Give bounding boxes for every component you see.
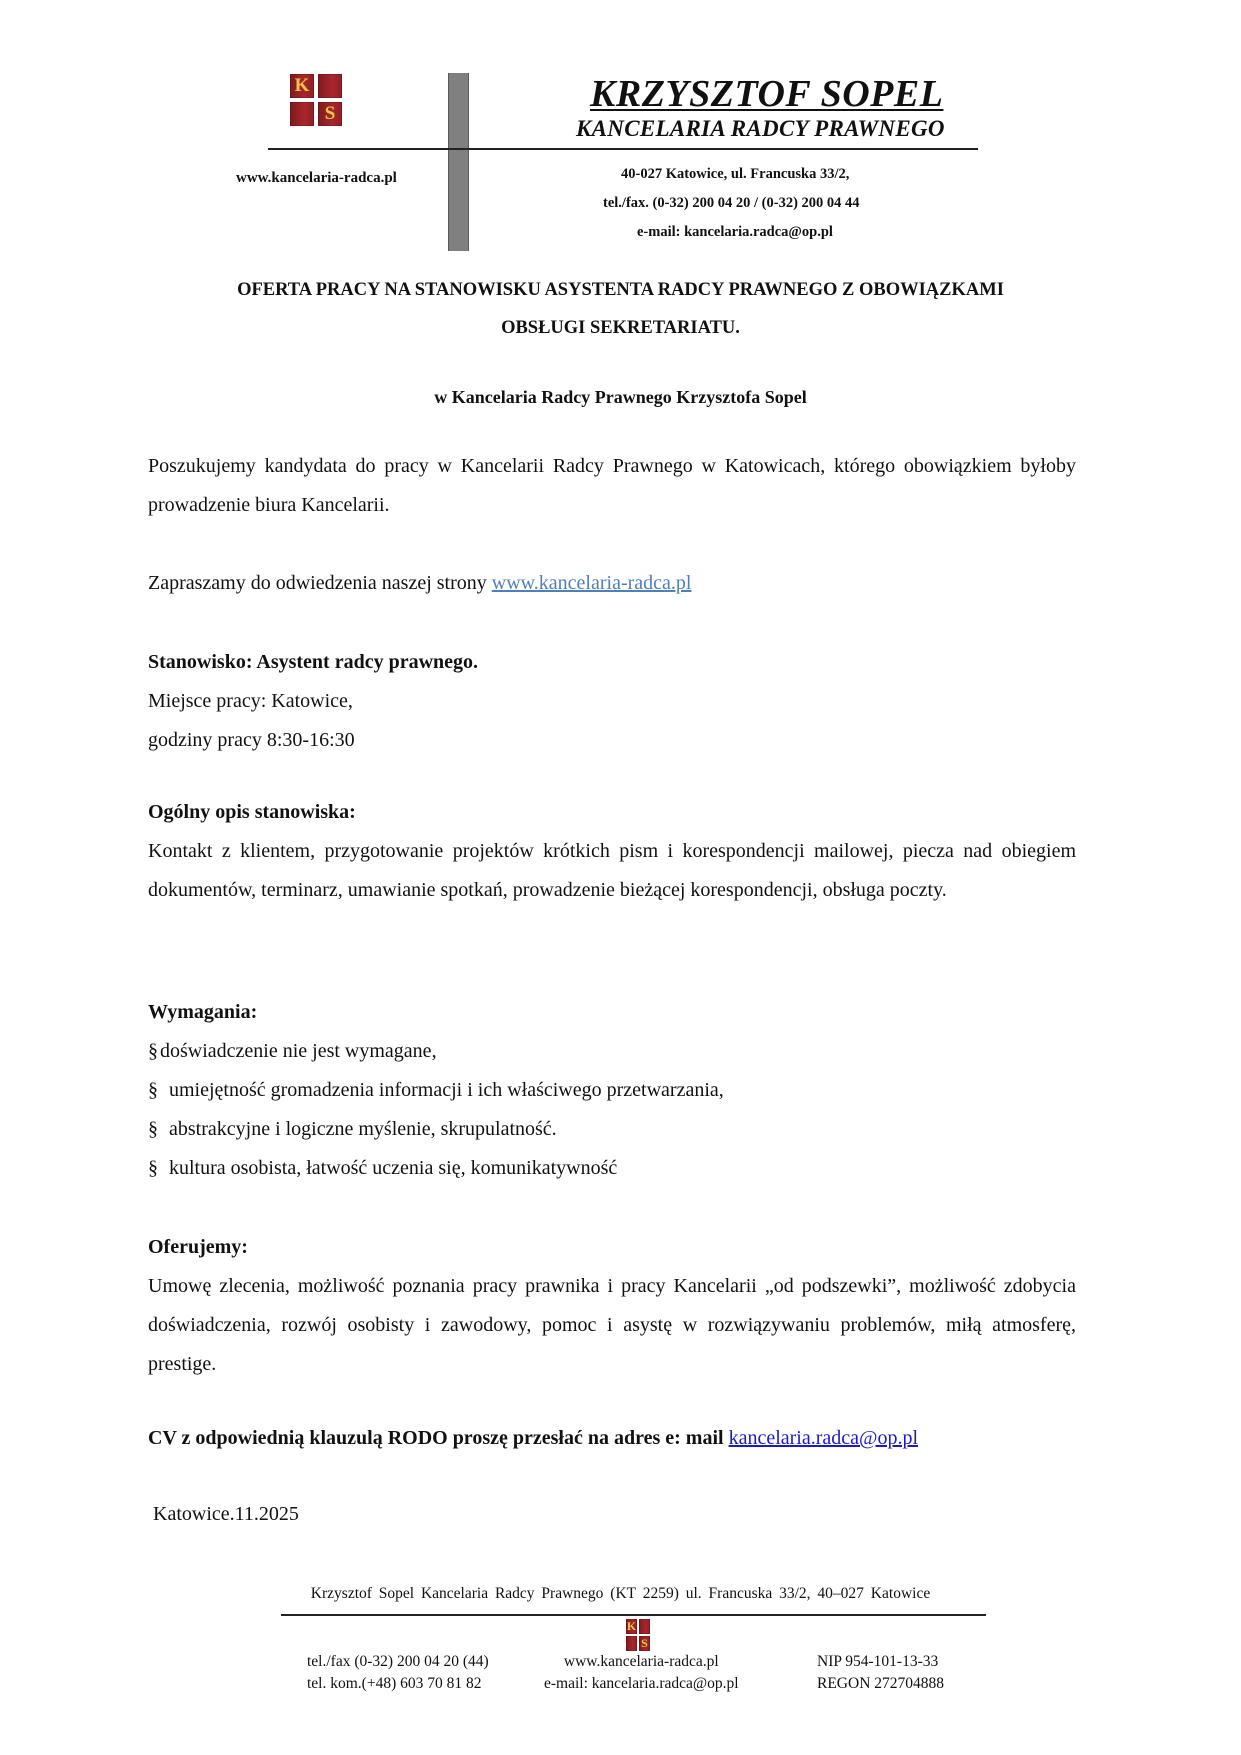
requirement-text: doświadczenie nie jest wymagane, (160, 1040, 437, 1062)
footer-address: Krzysztof Sopel Kancelaria Radcy Prawnego (KT 2259) ul. Francuska 33/2, 40–027 Katowice (310, 1585, 931, 1602)
logo-square (639, 1619, 650, 1634)
logo-square (290, 102, 314, 126)
offer-heading: Oferujemy: (148, 1236, 248, 1258)
footer-mobile: tel. kom.(+48) 603 70 81 82 (307, 1675, 482, 1692)
cv-text: CV z odpowiednią klauzulą RODO proszę przesłać na adres e: mail (148, 1427, 729, 1449)
invite-line (148, 572, 691, 595)
intro-paragraph: Poszukujemy kandydata do pracy w Kancelarii Radcy Prawnego w Katowicach, którego obowiązkiem byłoby prowadzenie biura Kancelarii. (148, 455, 1076, 516)
requirement-item (148, 1040, 437, 1063)
footer-phone-fax: tel./fax (0-32) 200 04 20 (44) (307, 1653, 489, 1670)
logo-square (318, 74, 342, 98)
logo-square-k (626, 1619, 637, 1634)
footer-regon: REGON 272704888 (817, 1675, 945, 1692)
document-subtitle: w Kancelaria Radcy Prawnego Krzysztofa Sopel (434, 387, 807, 407)
footer-nip: NIP 954-101-13-33 (817, 1653, 939, 1670)
section-bullet-icon: § (148, 1118, 158, 1140)
brand-subtitle: KANCELARIA RADCY PRAWNEGO (576, 116, 945, 141)
requirement-item (148, 1157, 617, 1180)
work-place: Miejsce pracy: Katowice, (148, 690, 353, 712)
website-link[interactable]: www.kancelaria-radca.pl (491, 572, 692, 594)
footer-ks-logo (626, 1619, 650, 1651)
requirement-text: kultura osobista, łatwość uczenia się, komunikatywność (169, 1157, 618, 1179)
email-link[interactable]: kancelaria.radca@op.pl (728, 1427, 919, 1449)
document-title-line-2: OBSŁUGI SEKRETARIATU. (501, 318, 740, 338)
header-phone: tel./fax. (0-32) 200 04 20 / (0-32) 200 04 44 (603, 195, 860, 211)
logo-square-k (290, 74, 314, 98)
header-address: 40-027 Katowice, ul. Francuska 33/2, (621, 166, 850, 182)
logo-letter-k: K (626, 1619, 637, 1633)
logo-letter-s: S (324, 103, 336, 124)
vertical-divider-bar (448, 73, 469, 251)
ks-logo (290, 74, 342, 126)
section-bullet-icon: § (148, 1157, 158, 1179)
document-title-line-1: OFERTA PRACY NA STANOWISKU ASYSTENTA RADCY PRAWNEGO Z OBOWIĄZKAMI (237, 280, 1004, 300)
requirement-item (148, 1079, 724, 1102)
requirement-text: abstrakcyjne i logiczne myślenie, skrupulatność. (169, 1118, 557, 1140)
logo-square-s (318, 102, 342, 126)
position-heading: Stanowisko: Asystent radcy prawnego. (148, 651, 479, 673)
brand-name: KRZYSZTOF SOPEL (590, 73, 944, 115)
section-bullet-icon: § (148, 1079, 158, 1101)
section-bullet-icon: § (148, 1040, 158, 1062)
logo-letter-k: K (294, 75, 310, 96)
requirement-item (148, 1118, 557, 1141)
footer-website: www.kancelaria-radca.pl (563, 1653, 719, 1670)
cv-instruction (148, 1427, 918, 1450)
footer-contact-web (544, 1651, 739, 1695)
footer-registry (817, 1651, 944, 1695)
header-email: e-mail: kancelaria.radca@op.pl (637, 224, 833, 240)
logo-square (626, 1636, 637, 1651)
logo-square-s (639, 1636, 650, 1651)
footer-divider (281, 1614, 986, 1616)
logo-letter-s: S (641, 1636, 648, 1650)
requirements-heading: Wymagania: (148, 1001, 258, 1023)
invite-text: Zapraszamy do odwiedzenia naszej strony (148, 572, 492, 594)
footer-email: e-mail: kancelaria.radca@op.pl (544, 1675, 739, 1692)
header-divider (268, 148, 978, 150)
description-text: Kontakt z klientem, przygotowanie projektów krótkich pism i korespondencji mailowej, piecza nad obiegiem dokumentów, terminarz, umawianie spotkań, prowadzenie bieżącej korespondencji, obsługa poczty. (148, 840, 1076, 901)
offer-text: Umowę zlecenia, możliwość poznania pracy prawnika i pracy Kancelarii „od podszewki”, możliwość zdobycia doświadczenia, rozwój osobisty i zawodowy, pomoc i asystę w rozwiązywaniu problemów, miłą atmosferę, prestige. (148, 1275, 1076, 1375)
work-hours: godziny pracy 8:30-16:30 (148, 729, 355, 751)
header-website[interactable]: www.kancelaria-radca.pl (236, 170, 397, 186)
description-heading: Ogólny opis stanowiska: (148, 801, 356, 823)
document-date: Katowice.11.2025 (153, 1503, 299, 1525)
footer-contact-phones (307, 1651, 489, 1695)
requirement-text: umiejętność gromadzenia informacji i ich właściwego przetwarzania, (169, 1079, 724, 1101)
